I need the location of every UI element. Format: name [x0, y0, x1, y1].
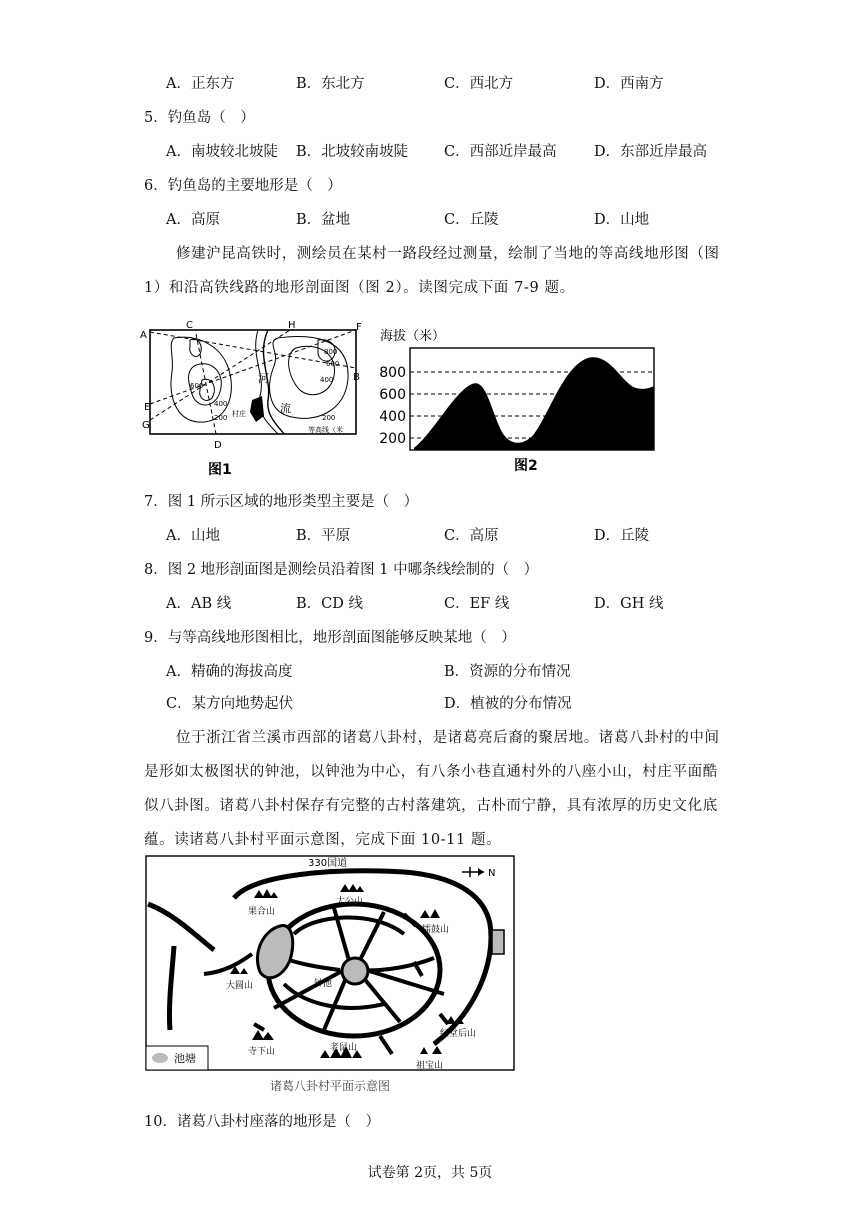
- passage2-line4: 蕴。读诸葛八卦村平面示意图，完成下面 10-11 题。: [144, 832, 502, 848]
- passage2-line3: 似八卦图。诸葛八卦村保存有完整的古村落建筑，古朴而宁静，具有浓厚的历史文化底: [144, 798, 718, 814]
- q7-stem: 7．图 1 所示区域的地形类型主要是（ ）: [144, 494, 419, 510]
- q5-stem: 5．钓鱼岛（ ）: [144, 110, 255, 126]
- fig1-contour-600-west: 600: [190, 382, 204, 390]
- map-road-label: 330国道: [308, 858, 348, 869]
- map-mountain-leigu: 擂鼓山: [422, 925, 450, 935]
- map-mountain-dayuan: 大圆山: [226, 981, 254, 991]
- q9-option-b[interactable]: B．资源的分布情况: [444, 664, 571, 680]
- fig2-ytick-400: 400: [379, 409, 406, 425]
- q6-option-b[interactable]: B．盆地: [296, 212, 351, 228]
- village-map: [144, 854, 516, 1096]
- fig1-point-h: H: [288, 320, 296, 331]
- q9-option-a[interactable]: A．精确的海拔高度: [166, 664, 293, 680]
- map-mountain-jingtanghou: 经堂后山: [440, 1029, 477, 1039]
- fig2-ylabel: 海拔（米）: [380, 329, 446, 344]
- fig2-ytick-200: 200: [379, 431, 406, 447]
- q4-option-d[interactable]: D．西南方: [594, 76, 664, 92]
- map-caption: 诸葛八卦村平面示意图: [269, 1079, 391, 1093]
- map-mountain-laoshu: 老鼠山: [330, 1043, 358, 1053]
- passage1-line1: 修建沪昆高铁时，测绘员在某村一路段经过测量，绘制了当地的等高线地形图（图: [176, 246, 720, 262]
- figure2-profile: [374, 322, 664, 474]
- q8-stem: 8．图 2 地形剖面图是测绘员沿着图 1 中哪条线绘制的（ ）: [144, 562, 539, 578]
- q7-option-d[interactable]: D．丘陵: [594, 528, 650, 544]
- q7-option-c[interactable]: C．高原: [444, 528, 499, 544]
- q10-stem: 10．诸葛八卦村座落的地形是（ ）: [144, 1114, 380, 1130]
- q8-option-d[interactable]: D．GH 线: [594, 596, 664, 612]
- fig1-point-b: B: [353, 372, 360, 383]
- fig1-point-g: G: [142, 420, 150, 431]
- page-footer: 试卷第 2页，共 5页: [367, 1165, 493, 1181]
- map-legend-label: 池塘: [174, 1052, 196, 1065]
- fig1-river-label-2: 流: [280, 402, 291, 415]
- q7-option-b[interactable]: B．平原: [296, 528, 351, 544]
- q8-option-c[interactable]: C．EF 线: [444, 596, 510, 612]
- q9-stem: 9．与等高线地形图相比，地形剖面图能够反映某地（ ）: [144, 630, 516, 646]
- fig1-point-f: F: [356, 322, 362, 333]
- q5-option-d[interactable]: D．东部近岸最高: [594, 144, 708, 160]
- map-north-label: N: [488, 868, 496, 879]
- q5-option-a[interactable]: A．南坡较北坡陡: [166, 144, 278, 160]
- fig1-caption: 图1: [208, 462, 232, 478]
- q5-option-b[interactable]: B．北坡较南坡陡: [296, 144, 409, 160]
- q9-option-c[interactable]: C．某方向地势起伏: [166, 696, 294, 712]
- q4-option-a[interactable]: A．正东方: [166, 76, 235, 92]
- passage2-line1: 位于浙江省兰溪市西部的诸葛八卦村，是诸葛亮后裔的聚居地。诸葛八卦村的中间: [176, 730, 720, 746]
- q8-option-a[interactable]: A．AB 线: [166, 596, 232, 612]
- fig2-caption: 图2: [514, 458, 538, 474]
- q6-stem: 6．钓鱼岛的主要地形是（ ）: [144, 178, 342, 194]
- q6-option-a[interactable]: A．高原: [166, 212, 220, 228]
- q4-option-b[interactable]: B．东北方: [296, 76, 365, 92]
- map-mountain-sixia: 寺下山: [248, 1047, 276, 1057]
- passage2-line2: 是形如太极图状的钟池，以钟池为中心，有八条小巷直通村外的八座小山，村庄平面酷: [144, 764, 718, 780]
- passage1-line2: 1）和沿高铁线路的地形剖面图（图 2）。读图完成下面 7-9 题。: [144, 280, 575, 296]
- fig2-ytick-600: 600: [379, 387, 406, 403]
- map-mountain-guohe: 果合山: [248, 907, 276, 917]
- fig1-river-label-1: 河: [258, 372, 269, 385]
- fig1-village-label: 村庄: [232, 410, 246, 418]
- fig1-point-a: A: [140, 330, 147, 341]
- figure1-contour-map: [138, 316, 360, 480]
- q8-option-b[interactable]: B．CD 线: [296, 596, 363, 612]
- fig1-contour-200: 200: [214, 414, 228, 422]
- fig2-ytick-800: 800: [379, 365, 406, 381]
- q6-option-c[interactable]: C．丘陵: [444, 212, 499, 228]
- fig1-point-e: E: [144, 402, 151, 413]
- fig1-contour-800: 800: [324, 348, 338, 356]
- fig1-point-c: C: [186, 320, 193, 331]
- q4-option-c[interactable]: C．西北方: [444, 76, 514, 92]
- fig1-contour-400-east: 400: [320, 376, 334, 384]
- map-mountain-taigong: 太公山: [336, 897, 364, 907]
- map-mountain-zubao: 祖宝山: [416, 1061, 444, 1071]
- fig1-contour-600-east: 600: [326, 360, 340, 368]
- q9-option-d[interactable]: D．植被的分布情况: [444, 696, 572, 712]
- q5-option-c[interactable]: C．西部近岸最高: [444, 144, 557, 160]
- fig1-legend-value: 200: [322, 414, 336, 422]
- fig1-legend-text: 等高线（米: [308, 426, 343, 434]
- fig1-contour-400-west: 400: [214, 400, 228, 408]
- q6-option-d[interactable]: D．山地: [594, 212, 650, 228]
- fig1-point-d: D: [214, 440, 222, 451]
- map-zhongchi-label: 钟池: [314, 979, 333, 989]
- q7-option-a[interactable]: A．山地: [166, 528, 220, 544]
